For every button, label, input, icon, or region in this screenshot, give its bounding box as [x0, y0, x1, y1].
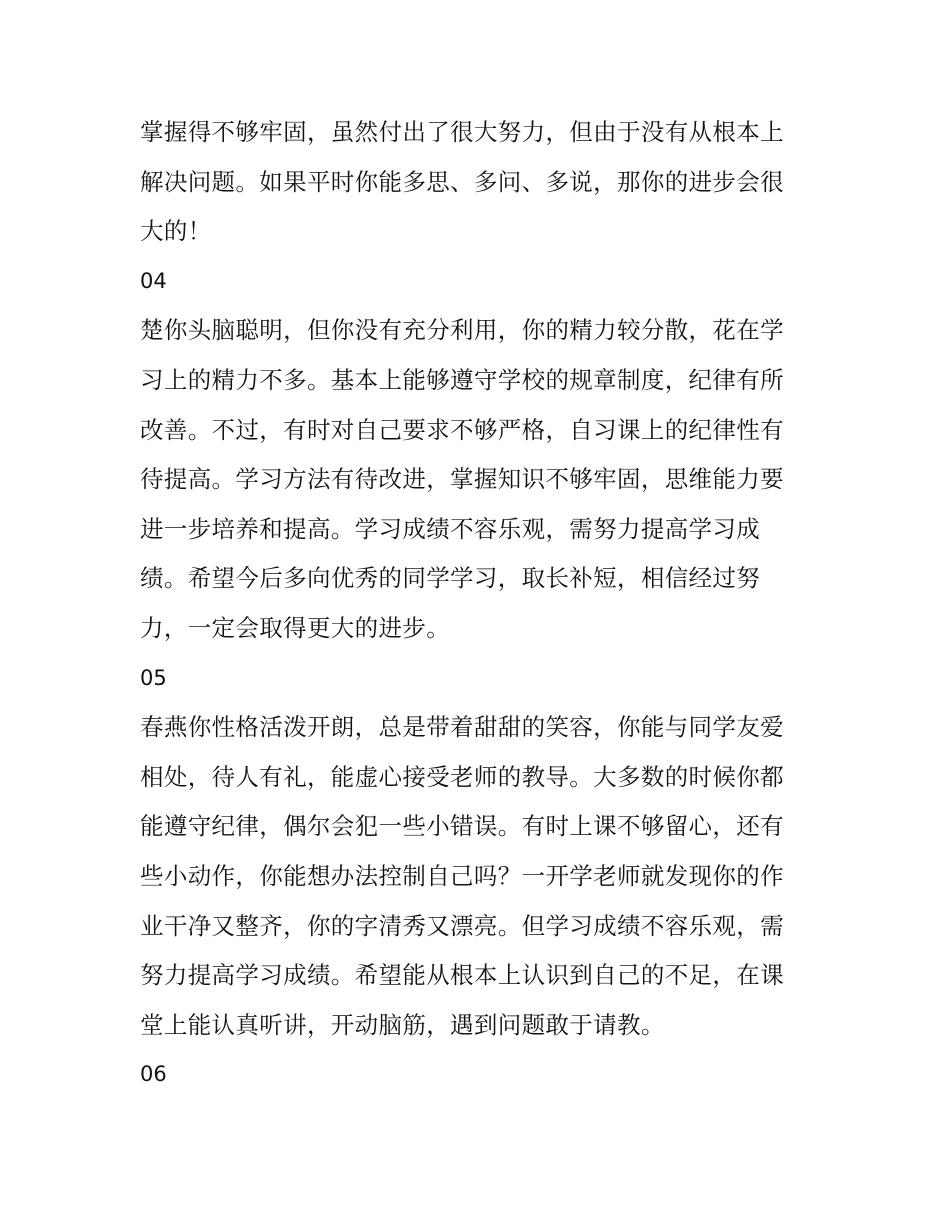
text-line: 力，一定会取得更大的进步。 — [140, 613, 451, 642]
paragraph-04 — [140, 306, 820, 653]
text-line: 堂上能认真听讲，开动脑筋，遇到问题敢于请教。 — [140, 1010, 665, 1039]
text-line: 解决问题。如果平时你能多思、多问、多说，那你的进步会很 — [140, 167, 784, 196]
section-number-05: 05 — [140, 665, 167, 690]
text-line: 楚你头脑聪明，但你没有充分利用，你的精力较分散，花在学 — [140, 316, 784, 345]
text-line: 春燕你性格活泼开朗，总是带着甜甜的笑容，你能与同学友爱 — [140, 713, 784, 742]
paragraph-05 — [140, 703, 820, 1050]
text-line: 进一步培养和提高。学习成绩不容乐观，需努力提高学习成 — [140, 514, 761, 543]
text-line: 业干净又整齐，你的字清秀又漂亮。但学习成绩不容乐观，需 — [140, 911, 784, 940]
text-line: 习上的精力不多。基本上能够遵守学校的规章制度，纪律有所 — [140, 365, 784, 394]
text-line: 能遵守纪律，偶尔会犯一些小错误。有时上课不够留心，还有 — [140, 812, 784, 841]
paragraph-03-continued — [140, 108, 820, 257]
text-line: 掌握得不够牢固，虽然付出了很大努力，但由于没有从根本上 — [140, 118, 784, 146]
text-line: 待提高。学习方法有待改进，掌握知识不够牢固，思维能力要 — [140, 465, 784, 494]
text-line: 大的！ — [140, 217, 212, 246]
text-line: 相处，待人有礼，能虚心接受老师的教导。大多数的时候你都 — [140, 762, 784, 791]
section-number-06: 06 — [140, 1062, 167, 1087]
section-number-04: 04 — [140, 268, 167, 293]
document-page — [140, 108, 820, 1100]
text-line: 改善。不过，有时对自己要求不够严格，自习课上的纪律性有 — [140, 415, 784, 444]
text-line: 绩。希望今后多向优秀的同学学习，取长补短，相信经过努 — [140, 564, 761, 593]
text-line: 些小动作，你能想办法控制自己吗？一开学老师就发现你的作 — [140, 861, 784, 890]
text-line: 努力提高学习成绩。希望能从根本上认识到自己的不足，在课 — [140, 961, 784, 990]
